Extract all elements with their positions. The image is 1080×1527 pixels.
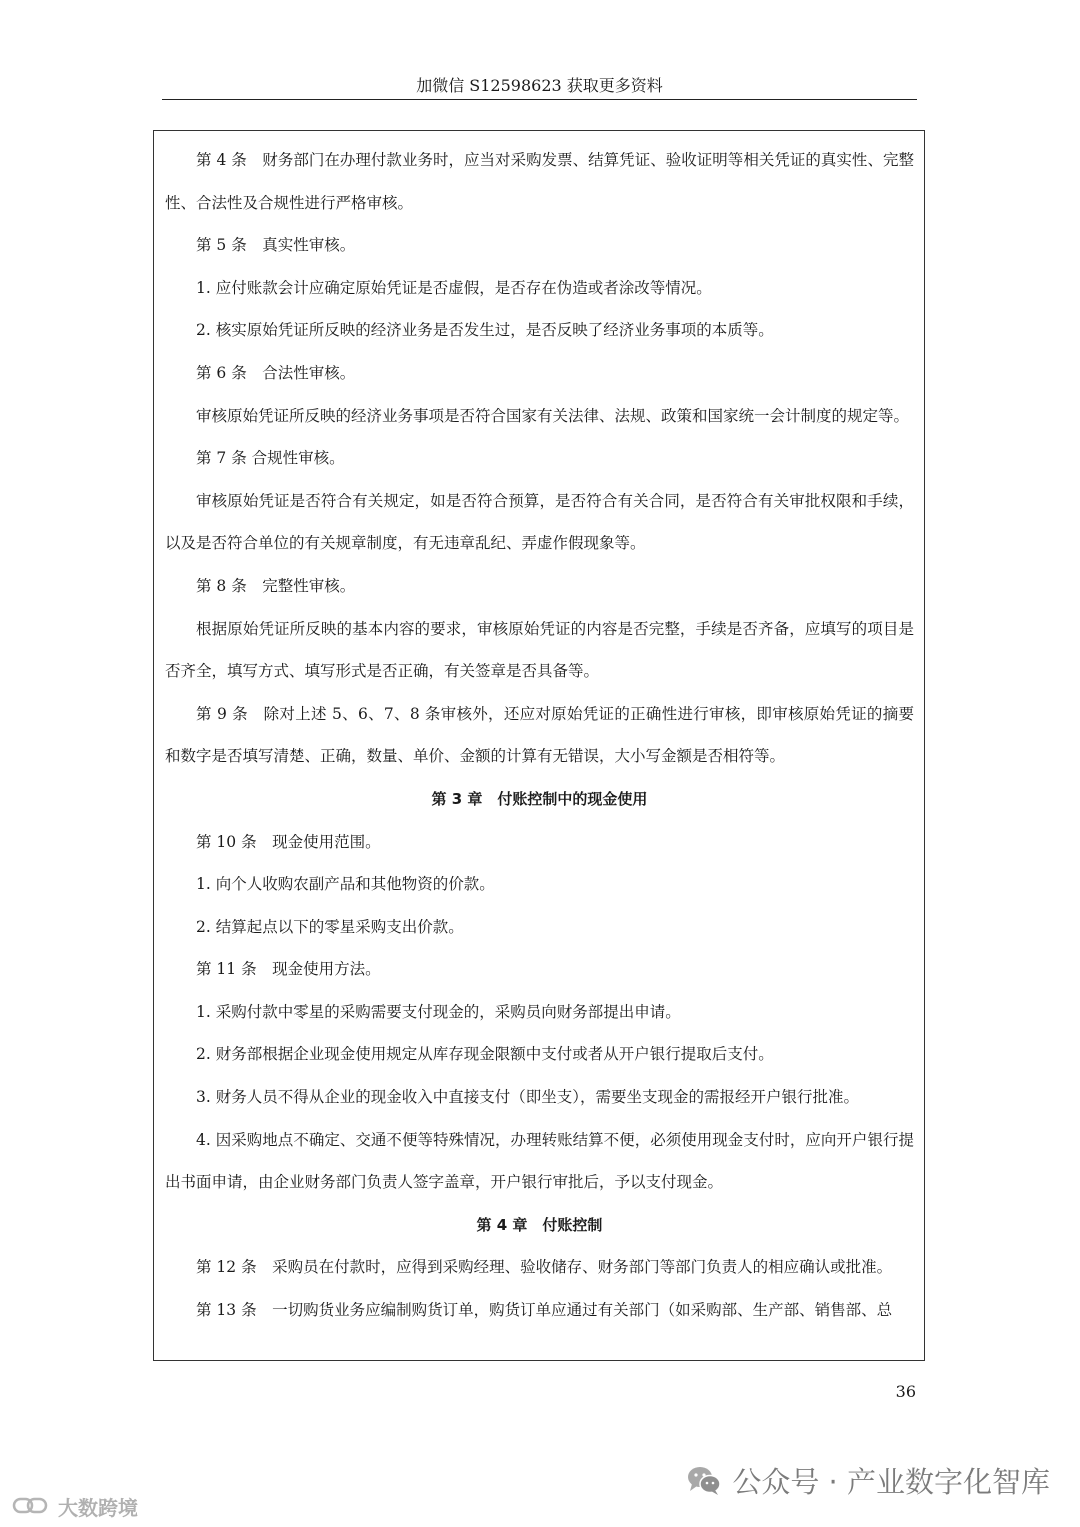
chapter-3-title: 第 3 章 付账控制中的现金使用 [431,789,648,808]
article-10-heading: 第 10 条 现金使用范围。 [196,832,381,851]
document-body [154,131,924,1332]
article-7-body: 审核原始凭证是否符合有关规定，如是否符合预算，是否符合有关合同，是否符合有关审批权限和手续，以及是否符合单位的有关规章制度，有无违章乱纪、弄虚作假现象等。 [165,491,914,553]
page-header: 加微信 S12598623 获取更多资料 [416,76,663,95]
wechat-watermark [686,1460,1050,1500]
article-8-heading: 第 8 条 完整性审核。 [196,576,356,595]
article-11-item-3: 3. 财务人员不得从企业的现金收入中直接支付（即坐支），需要坐支现金的需报经开户银行批准。 [196,1088,859,1107]
article-13: 第 13 条 一切购货业务应编制购货订单，购货订单应通过有关部门（如采购部、生产部、销售部、总 [196,1301,893,1320]
article-8-body: 根据原始凭证所反映的基本内容的要求，审核原始凭证的内容是否完整，手续是否齐备，应填写的项目是否齐全，填写方式、填写形式是否正确，有关签章是否具备等。 [165,619,914,681]
article-7-heading: 第 7 条 合规性审核。 [196,449,345,468]
chain-link-icon [12,1495,52,1517]
article-11-item-1: 1. 采购付款中零星的采购需要支付现金的，采购员向财务部提出申请。 [196,1002,681,1021]
article-6-body: 审核原始凭证所反映的经济业务事项是否符合国家有关法律、法规、政策和国家统一会计制度的规定等。 [196,406,910,425]
article-11-item-4: 4. 因采购地点不确定、交通不便等特殊情况，办理转账结算不便，必须使用现金支付时，应向开户银行提出书面申请，由企业财务部门负责人签字盖章，开户银行审批后，予以支付现金。 [165,1130,914,1192]
article-12: 第 12 条 采购员在付款时，应得到采购经理、验收储存、财务部门等部门负责人的相应确认或批准。 [196,1258,893,1277]
article-5-item-2: 2. 核实原始凭证所反映的经济业务是否发生过，是否反映了经济业务事项的本质等。 [196,321,774,340]
brand-watermark [12,1491,138,1521]
article-10-item-1: 1. 向个人收购农副产品和其他物资的价款。 [196,875,495,894]
article-9: 第 9 条 除对上述 5、6、7、8 条审核外，还应对原始凭证的正确性进行审核，即审核原始凭证的摘要和数字是否填写清楚、正确，数量、单价、金额的计算有无错误，大小写金额是否相符等。 [165,704,914,766]
brand-text: 大数跨境 [58,1495,138,1520]
article-5-heading: 第 5 条 真实性审核。 [196,236,356,255]
chapter-4-title: 第 4 章 付账控制 [476,1215,603,1234]
article-11-heading: 第 11 条 现金使用方法。 [196,960,381,979]
header-rule [162,99,917,100]
article-5-item-1: 1. 应付账款会计应确定原始凭证是否虚假，是否存在伪造或者涂改等情况。 [196,278,712,297]
article-11-item-2: 2. 财务部根据企业现金使用规定从库存现金限额中支付或者从开户银行提取后支付。 [196,1045,774,1064]
article-4: 第 4 条 财务部门在办理付款业务时，应当对采购发票、结算凭证、验收证明等相关凭证的真实性、完整性、合法性及合规性进行严格审核。 [165,151,914,212]
page-number: 36 [895,1382,916,1401]
article-10-item-2: 2. 结算起点以下的零星采购支出价款。 [196,917,464,936]
wechat-account-text: 公众号 · 产业数字化智库 [732,1464,1050,1499]
article-6-heading: 第 6 条 合法性审核。 [196,363,356,382]
content-box [153,130,925,1361]
wechat-icon [686,1464,722,1496]
